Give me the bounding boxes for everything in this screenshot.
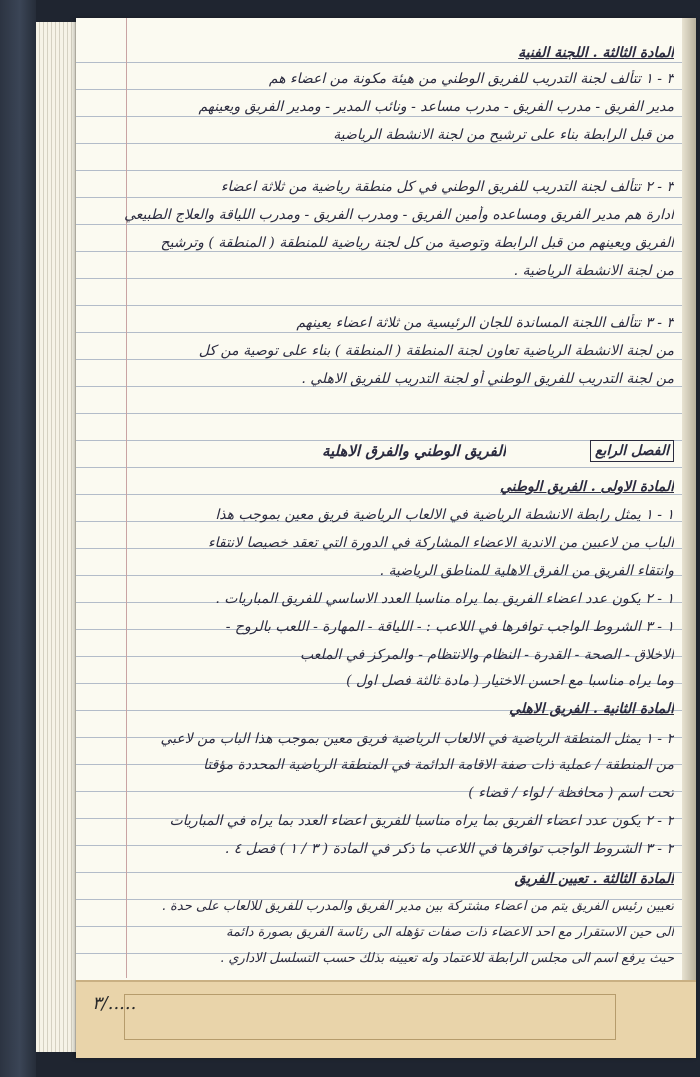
text-line: ٢ - ١ يمثل المنطقة الرياضية في الالعاب الرياضية فريق معين بموجب هذا الباب من لاعبي [160,731,674,747]
text-line: ١ - ٣ الشروط الواجب توافرها في اللاعب : - اللياقة - المهارة - اللعب بالروح - [225,619,674,635]
book-spine [0,0,36,1077]
margin-line [126,18,127,978]
text-line: وما يراه مناسبا مع احسن الاختيار ( مادة ثالثة فصل اول ) [346,673,674,689]
text-line: من لجنة التدريب للفريق الوطني أو لجنة التدريب للفريق الاهلي . [301,371,674,387]
text-line: ٢ - ٣ الشروط الواجب توافرها في اللاعب ما ذكر في المادة ( ٣ / ١ ) فصل ٤ . [224,841,674,857]
text-line: مدير الفريق - مدرب الفريق - مدرب مساعد - ونائب المدير - ومدير الفريق ويعينهم [198,99,674,115]
article-1-heading: المادة الاولى . الفريق الوطني [500,479,674,495]
ruled-line [76,305,696,306]
ruled-line [76,89,696,90]
text-line: وانتقاء الفريق من الفرق الاهلية للمناطق الرياضية . [379,563,674,579]
ruled-line [76,116,696,117]
text-line: تعيين رئيس الفريق يتم من اعضاء مشتركة بين مدير الفريق والمدرب للفريق للالعاب على حدة . [161,899,674,914]
ruled-line [76,224,696,225]
text-line: ٢ - ٢ يكون عدد اعضاء الفريق بما يراه مناسبا للفريق اعضاء العدد بما يراه في المباريات [169,813,674,829]
text-line: ١ - ١ يمثل رابطة الانشطة الرياضية في الالعاب الرياضية فريق معين بموجب هذا [215,507,674,523]
ruled-line [76,170,696,171]
article-3b-heading: المادة الثالثة . تعيين الفريق [514,871,674,887]
text-line: حيث يرفع اسم الى مجلس الرابطة للاعتماد وله تعيينه بذلك حسب التسلسل الاداري . [220,951,674,966]
page-stack-edges [36,22,76,1052]
text-line: من قبل الرابطة بناء على ترشيح من لجنة الانشطة الرياضية [333,127,674,143]
ruled-line [76,467,696,468]
text-line: ٣ - ٣ تتألف اللجنة المساندة للجان الرئيسية من ثلاثة اعضاء يعينهم [296,315,674,331]
archival-tape-strip [76,980,696,1058]
text-line: ١ - ٢ يكون عدد اعضاء الفريق بما يراه مناسبا العدد الاساسي للفريق المباريات . [215,591,674,607]
text-line: الى حين الاستقرار مع احد الاعضاء ذات صفات تؤهله الى رئاسة الفريق بصورة دائمة [226,925,674,940]
text-line: ٣ - ٢ تتألف لجنة التدريب للفريق الوطني في كل منطقة رياضية من ثلاثة اعضاء [220,179,674,195]
ruled-line [76,413,696,414]
document-page [76,18,696,1058]
text-line: ٣ - ١ تتألف لجنة التدريب للفريق الوطني من هيئة مكونة من اعضاء هم [268,71,674,87]
text-line: ادارة هم مدير الفريق ومساعده وأمين الفريق - ومدرب الفريق - ومدرب اللياقة والعلاج الطبيعي [124,207,674,223]
article-3-heading: المادة الثالثة . اللجنة الفنية [518,45,674,61]
tape-label-frame [124,994,616,1040]
page-right-edge [682,18,696,1058]
text-line: الباب من لاعبين من الاندية الاعضاء المشاركة في الدورة التي تعقد خصيصا لانتقاء [208,535,674,551]
ruled-line [76,62,696,63]
text-line: الاخلاق - الصحة - القدرة - النظام والانتظام - والمركز في الملعب [300,647,674,663]
ruled-line [76,332,696,333]
ruled-line [76,197,696,198]
text-line: من لجنة الانشطة الرياضية . [513,263,674,279]
chapter-title: الفريق الوطني والفرق الاهلية [321,442,506,460]
page-number: ٣/..... [92,993,137,1014]
text-line: تحت اسم ( محافظة / لواء / قضاء ) [468,785,674,801]
chapter-4-box: الفصل الرابع [590,440,674,462]
text-line: من لجنة الانشطة الرياضية تعاون لجنة المنطقة ( المنطقة ) بناء على توصية من كل [198,343,674,359]
text-line: من المنطقة / عملية ذات صفة الاقامة الدائمة في المنطقة الرياضية المحددة مؤقتا [203,757,674,773]
article-2-heading: المادة الثانية . الفريق الاهلي [509,701,674,717]
text-line: الفريق ويعينهم من قبل الرابطة وتوصية من كل لجنة رياضية للمنطقة ( المنطقة ) وترشيح [160,235,674,251]
